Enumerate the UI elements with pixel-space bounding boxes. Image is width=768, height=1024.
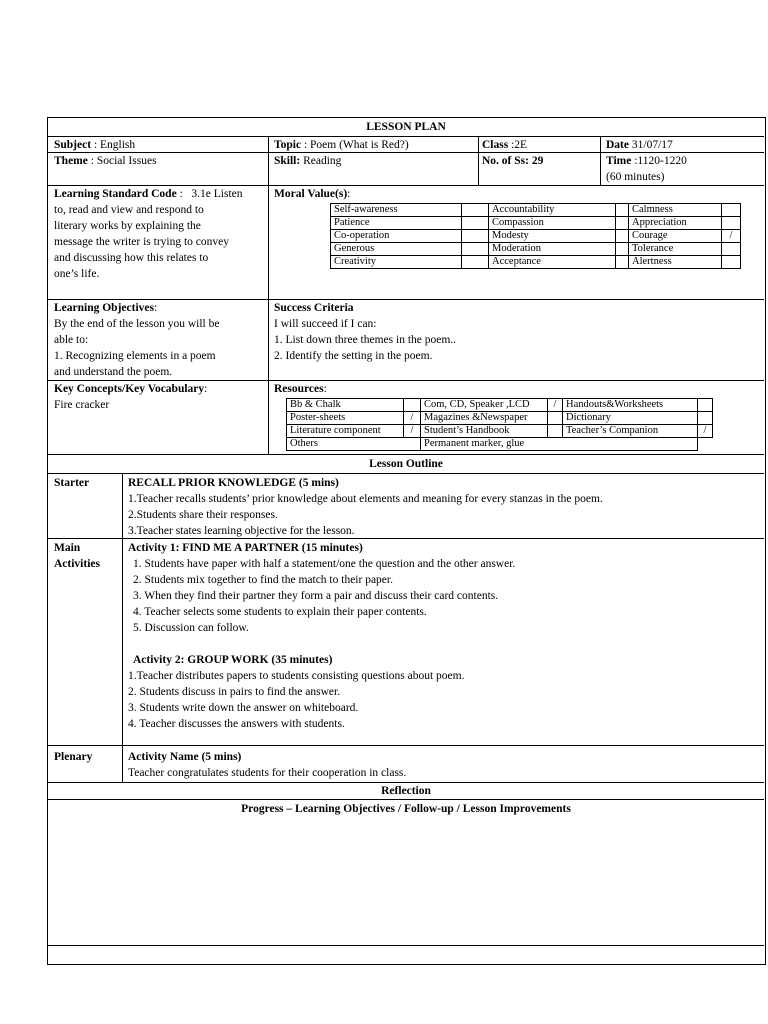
moral-value-row xyxy=(331,243,741,256)
tick-cell xyxy=(616,256,629,269)
tick-cell xyxy=(404,399,421,412)
resources-table xyxy=(286,398,713,451)
others-label: Others xyxy=(287,438,421,451)
rule xyxy=(48,454,764,455)
moral-value-row xyxy=(331,230,741,243)
moral-value-cell: Patience xyxy=(331,217,462,230)
rule xyxy=(600,136,601,185)
tick-cell xyxy=(722,204,741,217)
resource-cell: Dictionary xyxy=(563,412,698,425)
resource-cell: Com, CD, Speaker ,LCD xyxy=(421,399,548,412)
tick-cell xyxy=(722,243,741,256)
starter-label: Starter xyxy=(54,477,90,489)
tick-cell xyxy=(548,412,563,425)
resource-cell: Handouts&Worksheets xyxy=(563,399,698,412)
tick-cell xyxy=(616,230,629,243)
rule xyxy=(122,473,123,782)
lesson-outline-title: Lesson Outline xyxy=(369,458,443,470)
tick-cell xyxy=(462,243,489,256)
time-cell: Time :1120-1220 (60 minutes) xyxy=(606,155,687,183)
tick-cell: / xyxy=(404,425,421,438)
tick-cell xyxy=(722,256,741,269)
class-cell: Class :2E xyxy=(482,139,528,151)
subject-cell: Subject : English xyxy=(54,139,136,151)
theme-cell: Theme : Social Issues xyxy=(54,155,157,167)
rule xyxy=(268,136,269,454)
lesson-plan-title: LESSON PLAN xyxy=(366,121,446,133)
moral-values-table xyxy=(330,203,741,269)
moral-value-cell: Alertness xyxy=(629,256,722,269)
moral-value-cell: Appreciation xyxy=(629,217,722,230)
tick-cell: / xyxy=(404,412,421,425)
tick-cell xyxy=(698,399,713,412)
resource-cell: Poster-sheets xyxy=(287,412,404,425)
moral-value-cell: Co-operation xyxy=(331,230,462,243)
tick-cell xyxy=(548,425,563,438)
starter-content: RECALL PRIOR KNOWLEDGE (5 mins) 1.Teacher recalls students’ prior knowledge about elements and meaning for every stanzas in the poem. 2.Students share their responses. 3.Teacher states learning objective for the lesson. xyxy=(128,477,603,537)
resources-label: Resources: xyxy=(274,383,327,395)
moral-value-cell: Courage xyxy=(629,230,722,243)
tick-cell xyxy=(462,204,489,217)
moral-value-cell: Generous xyxy=(331,243,462,256)
others-value: Permanent marker, glue xyxy=(421,438,698,451)
moral-value-cell: Accountability xyxy=(489,204,616,217)
tick-cell xyxy=(616,204,629,217)
main-activities-label: Main Activities xyxy=(54,542,100,570)
resource-cell: Literature component xyxy=(287,425,404,438)
moral-value-row xyxy=(331,217,741,230)
success-criteria: Success Criteria I will succeed if I can: 1. List down three themes in the poem.. 2. Identify the setting in the poem. xyxy=(274,302,457,362)
tick-cell xyxy=(462,217,489,230)
rule xyxy=(48,473,764,474)
resource-cell: Student’s Handbook xyxy=(421,425,548,438)
activity-2: Activity 2: GROUP WORK (35 minutes) 1.Teacher distributes papers to students consisting questions about poem. 2. Students discuss in pairs to find the answer. 3. Students write down the answer on whiteboard. 4. Teacher discusses the answers with students. xyxy=(128,654,465,730)
date-cell: Date 31/07/17 xyxy=(606,139,673,151)
moral-value-cell: Creativity xyxy=(331,256,462,269)
learning-standard: Learning Standard Code : 3.1e Listen to, read and view and respond to literary works by explaining the message the writer is trying to convey and discussing how this relates to one’s life. xyxy=(54,188,243,280)
lesson-plan-sheet xyxy=(47,117,766,965)
moral-value-cell: Tolerance xyxy=(629,243,722,256)
tick-cell xyxy=(462,256,489,269)
moral-values-label: Moral Value(s): xyxy=(274,188,351,200)
key-vocabulary: Key Concepts/Key Vocabulary: Fire cracker xyxy=(54,383,208,411)
tick-cell: / xyxy=(722,230,741,243)
activity-1: Activity 1: FIND ME A PARTNER (15 minutes) 1. Students have paper with half a statement/one the question and the other answer. 2. Students mix together to find the match to their paper. 3. When they find their partner they form a pair and discuss their card contents. 4. Teacher selects some students to explain their paper contents. 5. Discussion can follow. xyxy=(128,542,516,634)
moral-value-cell: Self-awareness xyxy=(331,204,462,217)
students-count: No. of Ss: 29 xyxy=(482,155,544,167)
tick-cell: / xyxy=(698,425,713,438)
moral-value-cell: Compassion xyxy=(489,217,616,230)
resource-cell: Teacher’s Companion xyxy=(563,425,698,438)
resource-row xyxy=(287,425,713,438)
resource-row xyxy=(287,399,713,412)
plenary-label: Plenary xyxy=(54,751,93,763)
reflection-title: Reflection xyxy=(381,785,431,797)
resource-row xyxy=(287,412,713,425)
tick-cell xyxy=(722,217,741,230)
moral-value-cell: Acceptance xyxy=(489,256,616,269)
resource-row-others xyxy=(287,438,713,451)
moral-value-row xyxy=(331,256,741,269)
tick-cell: / xyxy=(548,399,563,412)
skill-cell: Skill: Reading xyxy=(274,155,342,167)
tick-cell xyxy=(462,230,489,243)
moral-value-cell: Moderation xyxy=(489,243,616,256)
tick-cell xyxy=(616,243,629,256)
tick-cell xyxy=(616,217,629,230)
resource-cell: Magazines &Newspaper xyxy=(421,412,548,425)
reflection-subtitle: Progress – Learning Objectives / Follow-up / Lesson Improvements xyxy=(241,803,571,815)
learning-objectives: Learning Objectives: By the end of the lesson you will be able to: 1. Recognizing elements in a poem and understand the poem. xyxy=(54,302,220,378)
rule xyxy=(48,745,764,746)
topic-cell: Topic : Poem (What is Red?) xyxy=(274,139,409,151)
moral-value-row xyxy=(331,204,741,217)
rule xyxy=(48,945,764,946)
rule xyxy=(48,799,764,800)
moral-value-cell: Calmness xyxy=(629,204,722,217)
tick-cell xyxy=(698,412,713,425)
rule xyxy=(478,136,479,185)
resource-cell: Bb & Chalk xyxy=(287,399,404,412)
moral-value-cell: Modesty xyxy=(489,230,616,243)
plenary-content: Activity Name (5 mins) Teacher congratulates students for their cooperation in class. xyxy=(128,751,407,779)
